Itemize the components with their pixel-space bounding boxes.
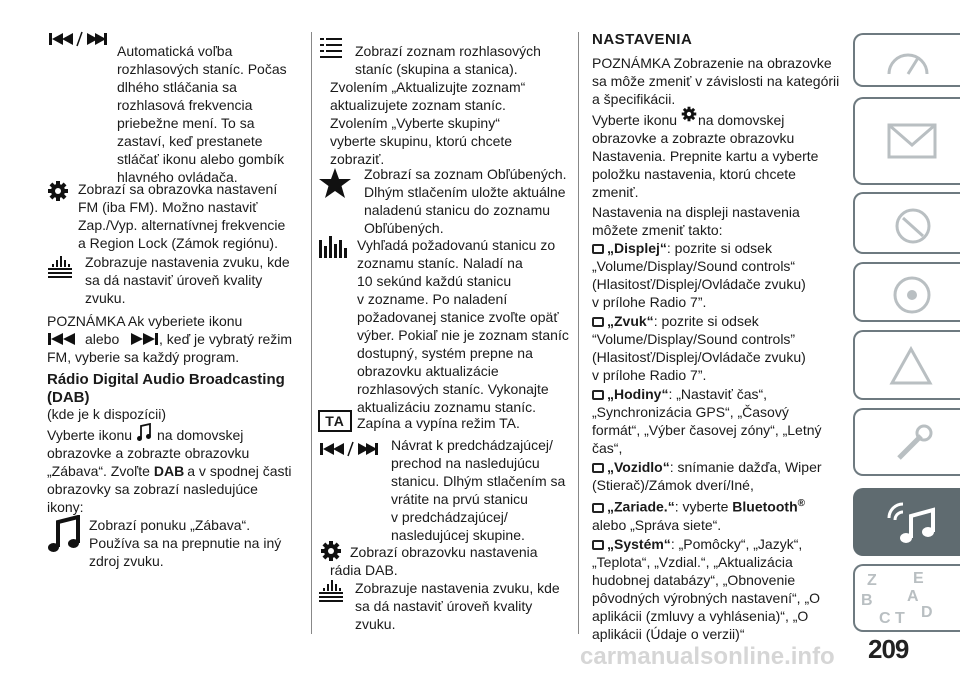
music-note-icon <box>136 423 152 443</box>
settings-item-system: „Systém“: „Pomôcky“, „Jazyk“, „Teplota“, „Vzdial.“, „Aktualizácia hudobnej databázy“, „Obnovenie pôvodných výrobných nastavení“, „O aplikácii (zmluvy a vyhlásenia)“, „O aplikácii (Údaje o verzii)“ <box>592 535 821 642</box>
list-icon <box>319 36 343 58</box>
fm-settings-text: Zobrazí sa obrazovka nastavení FM (iba FM). Možno nastaviť Zap./Vyp. alternatívnej frekvencie a Region Lock (Zámok regiónu). <box>78 181 286 251</box>
multimedia-icon <box>885 500 941 548</box>
mail-icon <box>887 121 937 161</box>
settings-intro: Nastavenia na displeji nastavenia môžete zmeniť takto: <box>592 204 800 238</box>
favorites-text: Zobrazí sa zoznam Obľúbených. Dlhým stlačením uložte aktuálne naladenú stanicu do zoznamu Obľúbených. <box>364 166 567 236</box>
checkbox-icon <box>592 390 604 400</box>
checkbox-icon <box>592 503 604 513</box>
checkbox-icon <box>592 244 604 254</box>
star-icon <box>318 167 352 199</box>
dab-settings-text-cont: rádia DAB. <box>330 562 398 578</box>
entertainment-music-icon <box>47 515 81 555</box>
tab-safety[interactable] <box>853 192 960 254</box>
gear-icon <box>320 540 342 562</box>
checkbox-icon <box>592 317 604 327</box>
next-icon <box>129 331 159 347</box>
seatbelt-icon <box>893 206 933 246</box>
auto-tune-text: Automatická voľba rozhlasových staníc. Počas dlhého stláčania sa rozhlasová frekvencia priebežne mení. To sa zastaví, keď prestanete stláčať ikonu alebo gombík hlavného ovládača. <box>117 43 287 185</box>
wrench-icon <box>891 422 935 466</box>
settings-items <box>592 239 850 643</box>
column-divider-2 <box>578 32 579 634</box>
sound-settings-text-2: Zobrazuje nastavenia zvuku, kde sa dá nastaviť úroveň kvality zvuku. <box>355 580 560 632</box>
dab-settings-text: Zobrazí obrazovku nastavenia <box>350 544 538 560</box>
speedometer-icon <box>885 44 931 78</box>
tab-multimedia[interactable] <box>853 488 960 556</box>
station-list-text-cont: Zvolením „Aktualizujte zoznam“ aktualizujete zoznam staníc. Zvolením „Vyberte skupiny“ vyberte skupinu, ktorú chcete zobraziť. <box>330 79 526 167</box>
ta-text: Zapína a vypína režim TA. <box>357 415 520 431</box>
scan-icon <box>318 236 348 260</box>
settings-item-display: „Displej“: pozrite si odsek „Volume/Display/Sound controls“ (Hlasitosť/Displej/Ovládače zvuku) v prílohe Radio 7”. <box>592 240 806 310</box>
station-list-text: Zobrazí zoznam rozhlasových staníc (skupina a stanica). <box>355 43 541 77</box>
prev-next-icon <box>318 441 380 457</box>
prev-icon <box>47 331 77 347</box>
settings-item-clock: „Hodiny“: „Nastaviť čas“, „Synchronizácia GPS“, „Časový formát“, „Výber časovej zóny“, „Letný čas“, <box>592 386 822 456</box>
tab-index[interactable]: Z E B A C T D <box>853 564 960 632</box>
prev-next-icon <box>47 31 109 47</box>
settings-select-text: Vyberte ikonu na domovskej obrazovke a zobrazte obrazovku Nastavenia. Prepnite kartu a vyberte položku nastavenia, ktorú chcete zmeniť. <box>592 111 847 201</box>
settings-heading: NASTAVENIA <box>592 31 693 48</box>
tab-warning[interactable] <box>853 97 960 185</box>
tab-emergency[interactable] <box>853 330 960 400</box>
entertainment-text: Zobrazí ponuku „Zábava“. Používa sa na prepnutie na iný zdroj zvuku. <box>89 517 282 569</box>
equalizer-icon <box>47 254 73 278</box>
gear-icon <box>47 180 69 202</box>
dab-heading: Rádio Digital Audio Broadcasting (DAB) <box>47 371 285 406</box>
tab-dashboard[interactable] <box>853 33 960 87</box>
ta-label: TA <box>325 413 345 429</box>
checkbox-icon <box>592 540 604 550</box>
prev-next-text: Návrat k predchádzajúcej/ prechod na nasledujúcu stanicu. Dlhým stlačením sa vrátite na prvú stanicu v predchádzajúcej/ nasledujúcej skupine. <box>391 437 566 543</box>
steering-icon <box>891 274 933 316</box>
settings-note: POZNÁMKA Zobrazenie na obrazovke sa môže zmeniť v závislosti na kategórii a špecifikácii. <box>592 55 840 107</box>
dab-select-text: Vyberte ikonu na domovskej obrazovke a zobrazte obrazovku „Zábava“. Zvoľte DAB a v spodnej časti obrazovky sa zobrazí nasledujúce ikony: <box>47 426 307 516</box>
search-station-text: Vyhľadá požadovanú stanicu zo zoznamu staníc. Naladí na 10 sekúnd každú stanicu v zozname. Po naladení požadovanej stanice zvoľte opäť výber. Pokiaľ nie je zoznam staníc dostupný, systém prepne na obrazovku aktualizácie rozhlasových staníc. Vykonajte aktualizáciu zoznamu staníc. <box>357 237 569 415</box>
column-divider-1 <box>311 32 312 634</box>
checkbox-icon <box>592 463 604 473</box>
ta-icon <box>318 410 352 432</box>
tab-driving[interactable] <box>853 262 960 322</box>
sound-settings-text: Zobrazuje nastavenia zvuku, kde sa dá nastaviť úroveň kvality zvuku. <box>85 254 290 306</box>
settings-item-devices: „Zariade.“: vyberte Bluetooth® alebo „Správa siete“. <box>592 498 805 533</box>
equalizer-icon <box>318 578 344 602</box>
settings-item-sound: „Zvuk“: pozrite si odsek “Volume/Display/Sound controls” (Hlasitosť/Displej/Ovládače zvuku) v prílohe Radio 7”. <box>592 313 806 383</box>
page-number: 209 <box>868 634 909 664</box>
watermark: carmanualsonline.info <box>580 643 835 670</box>
triangle-icon <box>889 346 933 386</box>
note-fm: POZNÁMKA Ak vyberiete ikonu alebo , keď je vybratý režim FM, vyberie sa každý program. <box>47 313 293 365</box>
tab-maintenance[interactable] <box>853 408 960 476</box>
dab-availability: (kde je k dispozícii) <box>47 406 167 422</box>
settings-item-vehicle: „Vozidlo“: snímanie dažďa, Wiper (Stierač)/Zámok dverí/Iné, <box>592 459 822 493</box>
gear-icon <box>681 106 697 122</box>
